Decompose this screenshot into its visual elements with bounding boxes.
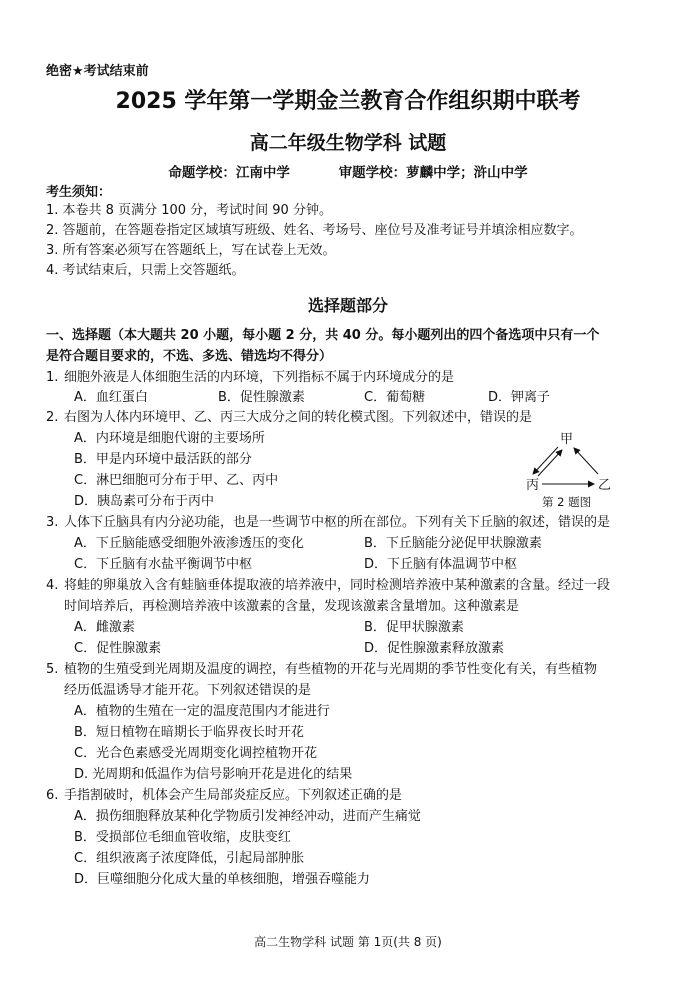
question-5 [46, 660, 597, 680]
proposing-school: 命题学校：江南中学 [168, 165, 290, 181]
question-number: 1. [46, 370, 59, 385]
arrow-right-to-top [574, 448, 598, 474]
part-heading-line: 一、选择题（本大题共 20 小题，每小题 2 分，共 40 分。每小题列出的四个备选项中只有一个 [46, 328, 600, 343]
option-b: B．短日植物在暗期长于临界夜长时开花 [74, 725, 304, 740]
option-d: D．巨噬细胞分化成大量的单核细胞，增强吞噬能力 [74, 872, 371, 887]
option-d: D. 光周期和低温作为信号影响开花是进化的结果 [74, 767, 353, 782]
school-info [0, 161, 696, 181]
question-stem: 细胞外液是人体细胞生活的内环境，下列指标不属于内环境成分的是 [64, 370, 455, 385]
option-a: A．内环境是细胞代谢的主要场所 [74, 431, 265, 446]
option-c: C．下丘脑有水盐平衡调节中枢 [74, 557, 253, 572]
notice-item: 4. 考试结束后，只需上交答题纸。 [46, 263, 245, 278]
figure-caption: 第 2 题图 [542, 495, 592, 509]
question-number: 6. [46, 788, 59, 803]
node-right: 乙 [598, 478, 612, 493]
option-d: D．钾离子 [488, 390, 551, 405]
node-top: 甲 [560, 432, 574, 447]
page-footer: 高二生物学科 试题 第 1页(共 8 页) [254, 935, 442, 949]
question-stem-cont: 时间培养后，再检测培养液中该激素的含量，发现该激素含量增加。这种激素是 [64, 599, 520, 614]
option-b: B．受损部位毛细血管收缩，皮肤变红 [74, 830, 291, 845]
question-stem: 右图为人体内环境甲、乙、丙三大成分之间的转化模式图。下列叙述中，错误的是 [64, 410, 533, 425]
option-b: B．促甲状腺激素 [364, 620, 464, 635]
question-1 [46, 368, 454, 388]
question-stem: 将蛙的卵巢放入含有蛙脑垂体提取液的培养液中，同时检测培养液中某种激素的含量。经过一段 [64, 578, 611, 593]
reviewing-school: 审题学校：萝麟中学；浒山中学 [338, 165, 528, 181]
question-stem-cont: 经历低温诱导才能开花。下列叙述错误的是 [64, 683, 312, 698]
question-4 [46, 576, 610, 596]
notice-item: 2. 答题前，在答题卷指定区域填写班级、姓名、考场号、座位号及准考证号并填涂相应数字。 [46, 223, 583, 238]
option-c: C．促性腺激素 [74, 641, 162, 656]
exam-title: 2025 学年第一学期金兰教育合作组织期中联考 [115, 89, 581, 114]
option-c: C．组织液离子浓度降低，引起局部肿胀 [74, 851, 305, 866]
question-3 [46, 513, 610, 533]
question-6 [46, 786, 402, 806]
option-c: C．葡萄糖 [364, 390, 426, 405]
notice-item: 3. 所有答案必须写在答题纸上，写在试卷上无效。 [46, 243, 336, 258]
option-c: C．淋巴细胞可分布于甲、乙、丙中 [74, 473, 279, 488]
question-number: 4. [46, 578, 59, 593]
question-2 [46, 408, 532, 428]
option-b: B．下丘脑能分泌促甲状腺激素 [364, 536, 542, 551]
question-stem: 手指割破时，机体会产生局部炎症反应。下列叙述正确的是 [64, 788, 403, 803]
option-a: A．血红蛋白 [74, 390, 148, 405]
option-d: D．促性腺激素释放激素 [364, 641, 505, 656]
notice-heading: 考生须知： [46, 185, 112, 200]
confidential-label: 绝密★考试结束前 [46, 64, 149, 79]
option-a: A．下丘脑能感受细胞外液渗透压的变化 [74, 536, 304, 551]
section-title: 选择题部分 [307, 296, 388, 315]
part-heading-line: 是符合题目要求的，不选、多选、错选均不得分） [46, 349, 333, 364]
arrow-top-to-left [533, 447, 558, 474]
notice-item: 1. 本卷共 8 页满分 100 分，考试时间 90 分钟。 [46, 203, 332, 218]
option-b: B．促性腺激素 [218, 390, 305, 405]
option-b: B．甲是内环境中最活跃的部分 [74, 452, 252, 467]
option-a: A．损伤细胞释放某种化学物质引发神经冲动，进而产生痛觉 [74, 809, 421, 824]
question-number: 2. [46, 410, 59, 425]
option-a: A．雌激素 [74, 620, 135, 635]
q2-diagram [522, 428, 622, 510]
option-c: C．光合色素感受光周期变化调控植物开花 [74, 746, 318, 761]
option-a: A．植物的生殖在一定的温度范围内才能进行 [74, 704, 330, 719]
question-stem: 人体下丘脑具有内分泌功能，也是一些调节中枢的所在部位。下列有关下丘脑的叙述，错误的是 [64, 515, 611, 530]
question-stem: 植物的生殖受到光周期及温度的调控，有些植物的开花与光周期的季节性变化有关，有些植物 [64, 662, 598, 677]
exam-subtitle: 高二年级生物学科 试题 [249, 132, 447, 154]
arrow-left-to-top [538, 450, 562, 476]
part-heading [46, 325, 656, 367]
question-number: 3. [46, 515, 59, 530]
question-number: 5. [46, 662, 59, 677]
node-left: 丙 [526, 478, 540, 493]
option-d: D．胰岛素可分布于丙中 [74, 494, 215, 509]
option-d: D．下丘脑有体温调节中枢 [364, 557, 518, 572]
